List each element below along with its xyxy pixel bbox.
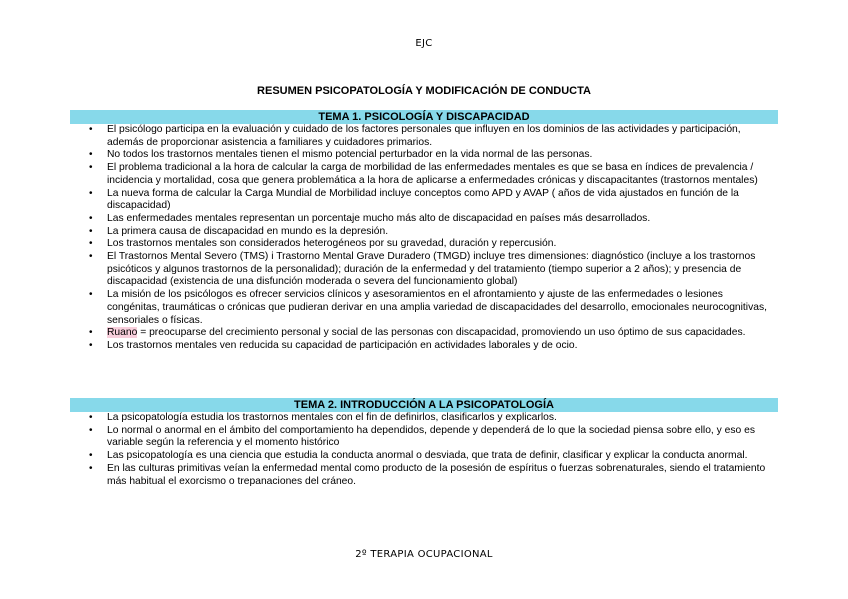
list-item-text: = preocuparse del crecimiento personal y social de las personas con discapacidad, promoviendo un uso óptimo de sus capacidades. <box>137 327 746 339</box>
list-item: • Lo normal o anormal en el ámbito del comportamiento ha dependidos, depende y dependerá de lo que la sociedad piensa sobre ello, y eso es variable según la referencia y el momento histórico <box>70 425 778 450</box>
list-item: • La nueva forma de calcular la Carga Mundial de Morbilidad incluye conceptos como APD y AVAP ( años de vida ajustados en función de la discapacidad) <box>70 188 778 213</box>
list-item: • La misión de los psicólogos es ofrecer servicios clínicos y asesoramientos en el afrontamiento y ajuste de las enfermedades o lesiones congénitas, traumáticas o crónicas que pudieran derivar en una amplia variedad de discapacidades del desarrollo, emocionales neurocognitivas, sensoriales o físicas. <box>70 289 778 327</box>
list-item: • La psicopatología estudia los trastornos mentales con el fin de definirlos, clasificarlos y explicarlos. <box>70 412 778 425</box>
list-item: • Las psicopatología es una ciencia que estudia la conducta anormal o desviada, que trata de definir, clasificar y explicar la conducta anormal. <box>70 450 778 463</box>
section-heading: TEMA 2. INTRODUCCIÓN A LA PSICOPATOLOGÍA <box>70 398 778 412</box>
highlighted-term: Ruano <box>107 327 138 339</box>
list-item: • Las enfermedades mentales representan un porcentaje mucho más alto de discapacidad en países más desarrollados. <box>70 213 778 226</box>
bullet-list <box>70 124 778 353</box>
list-item <box>70 327 778 340</box>
list-item: • No todos los trastornos mentales tienen el mismo potencial perturbador en la vida normal de las personas. <box>70 149 778 162</box>
bullet-list <box>70 412 778 488</box>
page-header: EJC <box>415 38 433 49</box>
section-heading: TEMA 1. PSICOLOGÍA Y DISCAPACIDAD <box>70 110 778 124</box>
list-item: • El Trastornos Mental Severo (TMS) i Trastorno Mental Grave Duradero (TMGD) incluye tres dimensiones: diagnóstico (incluye a los trastornos psicóticos y algunos trastornos de la personalidad); duración de la enfermedad y del tratamiento (tiempo superior a 2 años); y presencia de discapacidad (existencia de una disfunción moderada o severa del funcionamiento global) <box>70 251 778 289</box>
list-item: • La primera causa de discapacidad en mundo es la depresión. <box>70 226 778 239</box>
list-item: • En las culturas primitivas veían la enfermedad mental como producto de la posesión de espíritus o fuerzas sobrenaturales, siendo el tratamiento más habitual el exorcismo o trepanaciones del cráneo. <box>70 463 778 488</box>
document-title: RESUMEN PSICOPATOLOGÍA Y MODIFICACIÓN DE CONDUCTA <box>257 85 591 97</box>
list-item: • Los trastornos mentales son considerados heterogéneos por su gravedad, duración y repercusión. <box>70 238 778 251</box>
section-tema-2 <box>70 398 778 488</box>
page-footer: 2º TERAPIA OCUPACIONAL <box>355 549 493 560</box>
list-item: • Los trastornos mentales ven reducida su capacidad de participación en actividades laborales y de ocio. <box>70 340 778 353</box>
list-item: • El psicólogo participa en la evaluación y cuidado de los factores personales que influyen en los dominios de las actividades y participación, además de proporcionar asistencia a familiares y cuidadores primarios. <box>70 124 778 149</box>
list-item: • El problema tradicional a la hora de calcular la carga de morbilidad de las enfermedades mentales es que se basa en índices de prevalencia / incidencia y mortalidad, cosa que genera problemática a la hora de aplicarse a enfermedades crónicas y discapacitantes (trastornos mentales) <box>70 162 778 187</box>
section-tema-1 <box>70 110 778 353</box>
